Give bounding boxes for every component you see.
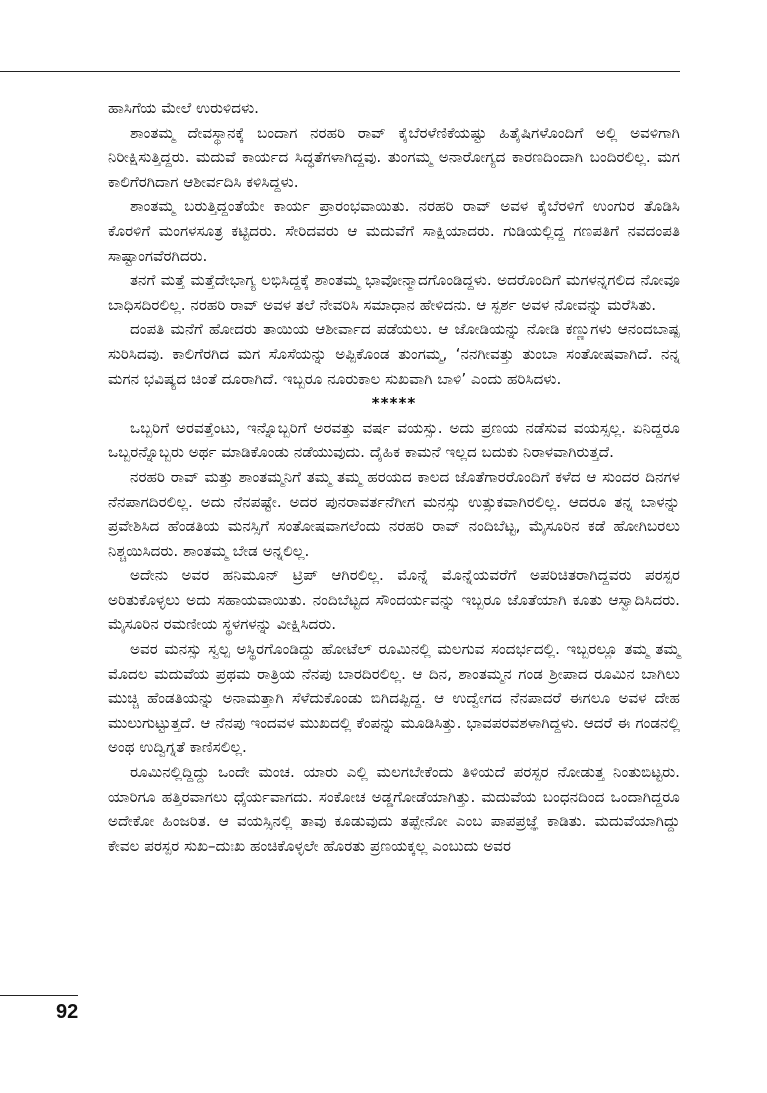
paragraph: ಅವರ ಮನಸ್ಸು ಸ್ವಲ್ಪ ಅಸ್ಥಿರಗೊಂಡಿದ್ದು ಹೋಟೆಲ್ ರೂಮಿನಲ್ಲಿ ಮಲಗುವ ಸಂದರ್ಭದಲ್ಲಿ. ಇಬ್ಬರಲ್ಲೂ ತಮ್ಮ ತಮ್ಮ ಮೊದಲ ಮದುವೆಯ ಪ್ರಥಮ ರಾತ್ರಿಯ ನೆನಪು ಬಾರದಿರಲಿಲ್ಲ. ಆ ದಿನ, ಶಾಂತಮ್ಮನ ಗಂಡ ಶ್ರೀಪಾದ ರೂಮಿನ ಬಾಗಿಲು ಮುಚ್ಚಿ ಹೆಂಡತಿಯನ್ನು ಅನಾಮತ್ತಾಗಿ ಸೆಳೆದುಕೊಂಡು ಬಿಗಿದಪ್ಪಿದ್ದ. ಆ ಉದ್ವೇಗದ ನೆನಪಾದರೆ ಈಗಲೂ ಅವಳ ದೇಹ ಮುಲುಗುಟ್ಟುತ್ತದೆ. ಆ ನೆನಪು ಇಂದವಳ ಮುಖದಲ್ಲಿ ಕೆಂಪನ್ನು ಮೂಡಿಸಿತ್ತು. ಭಾವಪರವಶಳಾಗಿದ್ದಳು. ಆದರೆ ಈ ಗಂಡನಲ್ಲಿ ಅಂಥ ಉದ್ವಿಗ್ನತೆ ಕಾಣಿಸಲಿಲ್ಲ. — [108, 640, 680, 757]
paragraph: ಅದೇನು ಅವರ ಹನಿಮೂನ್ ಟ್ರಿಪ್ ಆಗಿರಲಿಲ್ಲ. ಮೊನ್ನೆ ಮೊನ್ನೆಯವರೆಗೆ ಅಪರಿಚಿತರಾಗಿದ್ದವರು ಪರಸ್ಪರ ಅರಿತುಕೊಳ್ಳಲು ಅದು ಸಹಾಯವಾಯಿತು. ನಂದಿಬೆಟ್ಟದ ಸೌಂದರ್ಯವನ್ನು ಇಬ್ಬರೂ ಜೊತೆಯಾಗಿ ಕೂತು ಆಸ್ವಾದಿಸಿದರು. ಮೈಸೂರಿನ ರಮಣೀಯ ಸ್ಥಳಗಳನ್ನು ವೀಕ್ಷಿಸಿದರು. — [108, 566, 680, 634]
paragraph: ರೂಮಿನಲ್ಲಿದ್ದಿದ್ದು ಒಂದೇ ಮಂಚ. ಯಾರು ಎಲ್ಲಿ ಮಲಗಬೇಕೆಂದು ತಿಳಿಯದೆ ಪರಸ್ಪರ ನೋಡುತ್ತ ನಿಂತುಬಿಟ್ಟರು. ಯಾರಿಗೂ ಹತ್ತಿರವಾಗಲು ಧೈರ್ಯವಾಗದು. ಸಂಕೋಚ ಅಡ್ಡಗೋಡೆಯಾಗಿತ್ತು. ಮದುವೆಯ ಬಂಧನದಿಂದ ಒಂದಾಗಿದ್ದರೂ ಅದೇಕೋ ಹಿಂಜರಿತ. ಆ ವಯಸ್ಸಿನಲ್ಲಿ ತಾವು ಕೂಡುವುದು ತಪ್ಪೇನೋ ಎಂಬ ಪಾಪಪ್ರಜ್ಞೆ ಕಾಡಿತು. ಮದುವೆಯಾಗಿದ್ದು ಕೇವಲ ಪರಸ್ಪರ ಸುಖ–ದುಃಖ ಹಂಚಿಕೊಳ್ಳಲೇ ಹೊರತು ಪ್ರಣಯಕ್ಕಲ್ಲ ಎಂಬುದು ಅವರ — [108, 763, 680, 855]
paragraph: ಶಾಂತಮ್ಮ ಬರುತ್ತಿದ್ದಂತೆಯೇ ಕಾರ್ಯ ಪ್ರಾರಂಭವಾಯಿತು. ನರಹರಿ ರಾವ್ ಅವಳ ಕೈಬೆರಳಿಗೆ ಉಂಗುರ ತೊಡಿಸಿ ಕೊರಳಿಗೆ ಮಂಗಳಸೂತ್ರ ಕಟ್ಟಿದರು. ಸೇರಿದವರು ಆ ಮದುವೆಗೆ ಸಾಕ್ಷಿಯಾದರು. ಗುಡಿಯಲ್ಲಿದ್ದ ಗಣಪತಿಗೆ ನವದಂಪತಿ ಸಾಷ್ಟಾಂಗವೆರಗಿದರು. — [108, 197, 680, 265]
header-rule — [0, 71, 680, 72]
paragraph: ತನಗೆ ಮತ್ತೆ ಮತ್ತೆದೇಭಾಗ್ಯ ಲಭಿಸಿದ್ದಕ್ಕೆ ಶಾಂತಮ್ಮ ಭಾವೋನ್ಮಾದಗೊಂಡಿದ್ದಳು. ಅದರೊಂದಿಗೆ ಮಗಳನ್ನಗಲಿದ ನೋವೂ ಬಾಧಿಸದಿರಲಿಲ್ಲ. ನರಹರಿ ರಾವ್ ಅವಳ ತಲೆ ನೇವರಿಸಿ ಸಮಾಧಾನ ಹೇಳಿದನು. ಆ ಸ್ಪರ್ಶ ಅವಳ ನೋವನ್ನು ಮರೆಸಿತು. — [108, 271, 680, 314]
paragraph: ಶಾಂತಮ್ಮ ದೇವಸ್ಥಾನಕ್ಕೆ ಬಂದಾಗ ನರಹರಿ ರಾವ್ ಕೈಬೆರಳೆಣಿಕೆಯಷ್ಟು ಹಿತೈಷಿಗಳೊಂದಿಗೆ ಅಲ್ಲಿ ಅವಳಿಗಾಗಿ ನಿರೀಕ್ಷಿಸುತ್ತಿದ್ದರು. ಮದುವೆ ಕಾರ್ಯದ ಸಿದ್ಧತೆಗಳಾಗಿದ್ದವು. ತುಂಗಮ್ಮ ಅನಾರೋಗ್ಯದ ಕಾರಣದಿಂದಾಗಿ ಬಂದಿರಲಿಲ್ಲ. ಮಗ ಕಾಲಿಗೆರಗಿದಾಗ ಆಶೀರ್ವದಿಸಿ ಕಳಿಸಿದ್ದಳು. — [108, 123, 680, 191]
page-number: 92 — [56, 1001, 79, 1023]
page-body-text — [108, 96, 680, 858]
paragraph: ಹಾಸಿಗೆಯ ಮೇಲೆ ಉರುಳಿದಳು. — [108, 99, 260, 117]
footer-rule — [0, 995, 78, 996]
paragraph: ನರಹರಿ ರಾವ್ ಮತ್ತು ಶಾಂತಮ್ಮನಿಗೆ ತಮ್ಮ ತಮ್ಮ ಹರಯದ ಕಾಲದ ಜೊತೆಗಾರರೊಂದಿಗೆ ಕಳೆದ ಆ ಸುಂದರ ದಿನಗಳ ನೆನಪಾಗದಿರಲಿಲ್ಲ. ಅದು ನೆನಪಷ್ಟೇ. ಅದರ ಪುನರಾವರ್ತನೆಗೀಗ ಮನಸ್ಸು ಉತ್ಸುಕವಾಗಿರಲಿಲ್ಲ. ಆದರೂ ತನ್ನ ಬಾಳನ್ನು ಪ್ರವೇಶಿಸಿದ ಹೆಂಡತಿಯ ಮನಸ್ಸಿಗೆ ಸಂತೋಷವಾಗಲೆಂದು ನರಹರಿ ರಾವ್ ನಂದಿಬೆಟ್ಟ, ಮೈಸೂರಿನ ಕಡೆ ಹೋಗಿಬರಲು ನಿಶ್ಚಯಿಸಿದರು. ಶಾಂತಮ್ಮ ಬೇಡ ಅನ್ನಲಿಲ್ಲ. — [108, 467, 680, 560]
paragraph: ಒಬ್ಬರಿಗೆ ಅರವತ್ತೆಂಟು, ಇನ್ನೊಬ್ಬರಿಗೆ ಅರವತ್ತು ವರ್ಷ ವಯಸ್ಸು. ಅದು ಪ್ರಣಯ ನಡೆಸುವ ವಯಸ್ಸಲ್ಲ. ಏನಿದ್ದರೂ ಒಬ್ಬರನ್ನೊಬ್ಬರು ಅರ್ಥ ಮಾಡಿಕೊಂಡು ನಡೆಯುವುದು. ದೈಹಿಕ ಕಾಮನೆ ಇಲ್ಲದ ಬದುಕು ನಿರಾಳವಾಗಿರುತ್ತದೆ. — [108, 418, 680, 462]
paragraph: ದಂಪತಿ ಮನೆಗೆ ಹೋದರು ತಾಯಿಯ ಆಶೀರ್ವಾದ ಪಡೆಯಲು. ಆ ಜೋಡಿಯನ್ನು ನೋಡಿ ಕಣ್ಣುಗಳು ಆನಂದಬಾಷ್ಪ ಸುರಿಸಿದವು. ಕಾಲಿಗೆರಗಿದ ಮಗ ಸೊಸೆಯನ್ನು ಅಪ್ಪಿಕೊಂಡ ತುಂಗಮ್ಮ, ‘ನನಗೀವತ್ತು ತುಂಬಾ ಸಂತೋಷವಾಗಿದೆ. ನನ್ನ ಮಗನ ಭವಿಷ್ಯದ ಚಿಂತೆ ದೂರಾಗಿದೆ. ಇಬ್ಬರೂ ನೂರುಕಾಲ ಸುಖವಾಗಿ ಬಾಳಿ’ ಎಂದು ಹರಿಸಿದಳು. — [108, 320, 680, 388]
section-separator: ***** — [371, 394, 417, 413]
